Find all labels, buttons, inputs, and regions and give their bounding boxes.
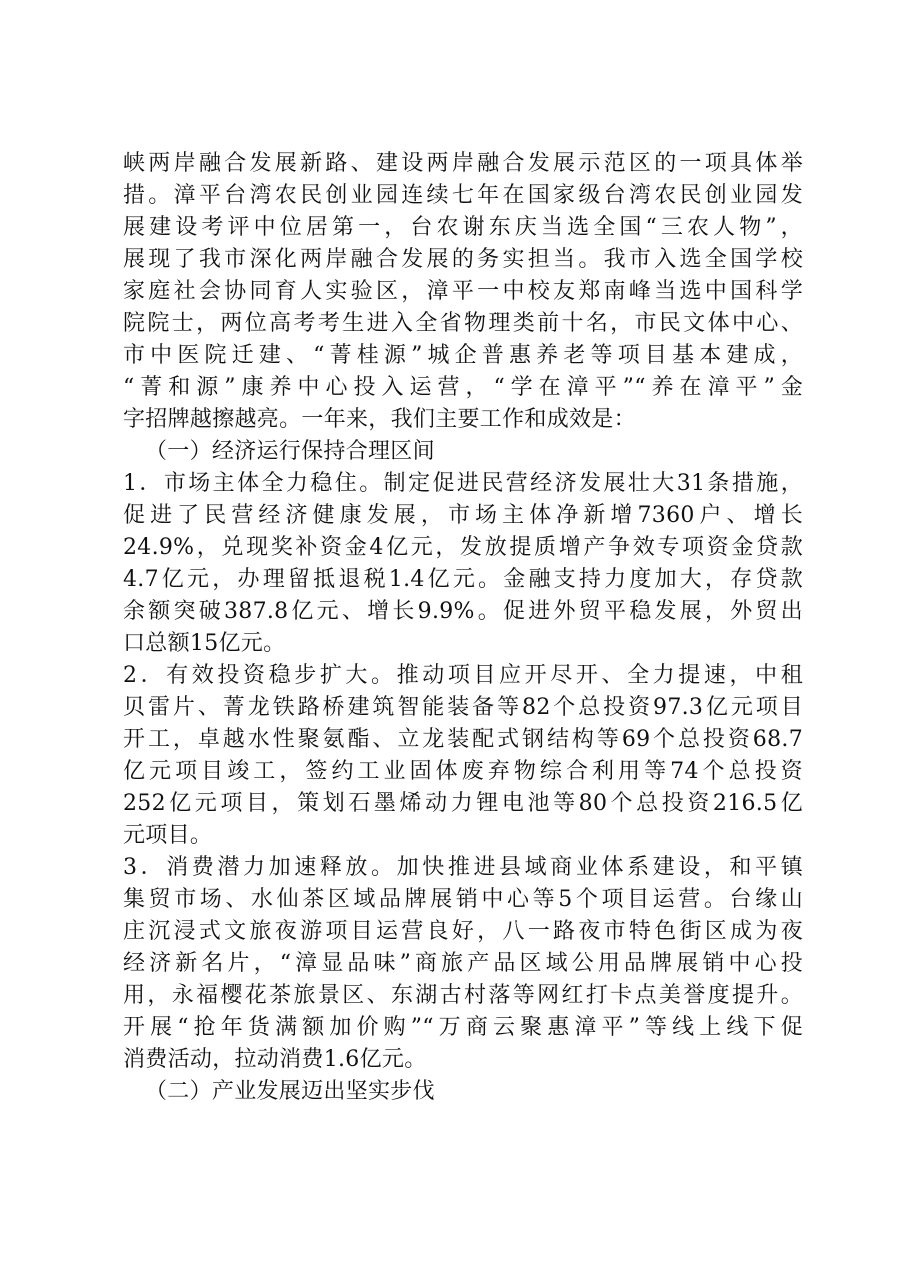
paragraph [123, 852, 803, 1076]
text-line: 院院士，两位高考考生进入全省物理类前十名，市民文体中心、 [123, 311, 803, 336]
text-line: 措。漳平台湾农民创业园连续七年在国家级台湾农民创业园发 [123, 183, 803, 208]
text-line: 峡两岸融合发展新路、建设两岸融合发展示范区的一项具体举 [123, 151, 803, 176]
text-line: 元项目。 [123, 823, 213, 848]
text-line: 3．消费潜力加速释放。加快推进县域商业体系建设，和平镇 [123, 855, 803, 880]
paragraph [123, 148, 803, 436]
text-line: 集贸市场、水仙茶区域品牌展销中心等5个项目运营。台缘山 [123, 887, 803, 912]
text-line: 4.7亿元，办理留抵退税1.4亿元。金融支持力度加大，存贷款 [123, 567, 803, 592]
text-line: 家庭社会协同育人实验区，漳平一中校友郑南峰当选中国科学 [123, 279, 803, 304]
text-line: 庄沉浸式文旅夜游项目运营良好，八一路夜市特色街区成为夜 [123, 919, 803, 944]
text-line: 1．市场主体全力稳住。制定促进民营经济发展壮大31条措施， [123, 471, 803, 496]
text-line: 展建设考评中位居第一，台农谢东庆当选全国“三农人物”， [123, 215, 803, 240]
text-line: 消费活动，拉动消费1.6亿元。 [123, 1047, 427, 1072]
text-line: 2．有效投资稳步扩大。推动项目应开尽开、全力提速，中租 [123, 663, 803, 688]
text-line: 亿元项目竣工，签约工业固体废弃物综合利用等74个总投资 [123, 759, 803, 784]
text-line: “菁和源”康养中心投入运营，“学在漳平”“养在漳平”金 [123, 375, 803, 400]
text-line: 市中医院迁建、“菁桂源”城企普惠养老等项目基本建成， [123, 343, 803, 368]
text-line: 余额突破387.8亿元、增长9.9%。促进外贸平稳发展，外贸出 [123, 599, 803, 624]
heading-text: （二）产业发展迈出坚实步伐 [145, 1079, 435, 1104]
text-line: 贝雷片、菁龙铁路桥建筑智能装备等82个总投资97.3亿元项目 [123, 695, 803, 720]
section-heading [123, 1076, 803, 1108]
text-line: 口总额15亿元。 [123, 631, 286, 656]
text-line: 开工，卓越水性聚氨酯、立龙装配式钢结构等69个总投资68.7 [123, 727, 803, 752]
text-line: 开展“抢年货满额加价购”“万商云聚惠漳平”等线上线下促 [123, 1015, 803, 1040]
text-line: 经济新名片，“漳显品味”商旅产品区域公用品牌展销中心投 [123, 951, 803, 976]
text-line: 用，永福樱花茶旅景区、东湖古村落等网红打卡点美誉度提升。 [123, 983, 803, 1008]
text-line: 字招牌越擦越亮。一年来，我们主要工作和成效是： [123, 407, 636, 432]
paragraph [123, 660, 803, 852]
paragraph [123, 468, 803, 660]
text-line: 252亿元项目，策划石墨烯动力锂电池等80个总投资216.5亿 [123, 791, 803, 816]
text-line: 24.9%，兑现奖补资金4亿元，发放提质增产争效专项资金贷款 [123, 535, 803, 560]
text-line: 展现了我市深化两岸融合发展的务实担当。我市入选全国学校 [123, 247, 803, 272]
document-body [123, 148, 803, 1108]
text-line: 促进了民营经济健康发展，市场主体净新增7360户、增长 [123, 503, 803, 528]
section-heading [123, 436, 803, 468]
heading-text: （一）经济运行保持合理区间 [145, 439, 435, 464]
